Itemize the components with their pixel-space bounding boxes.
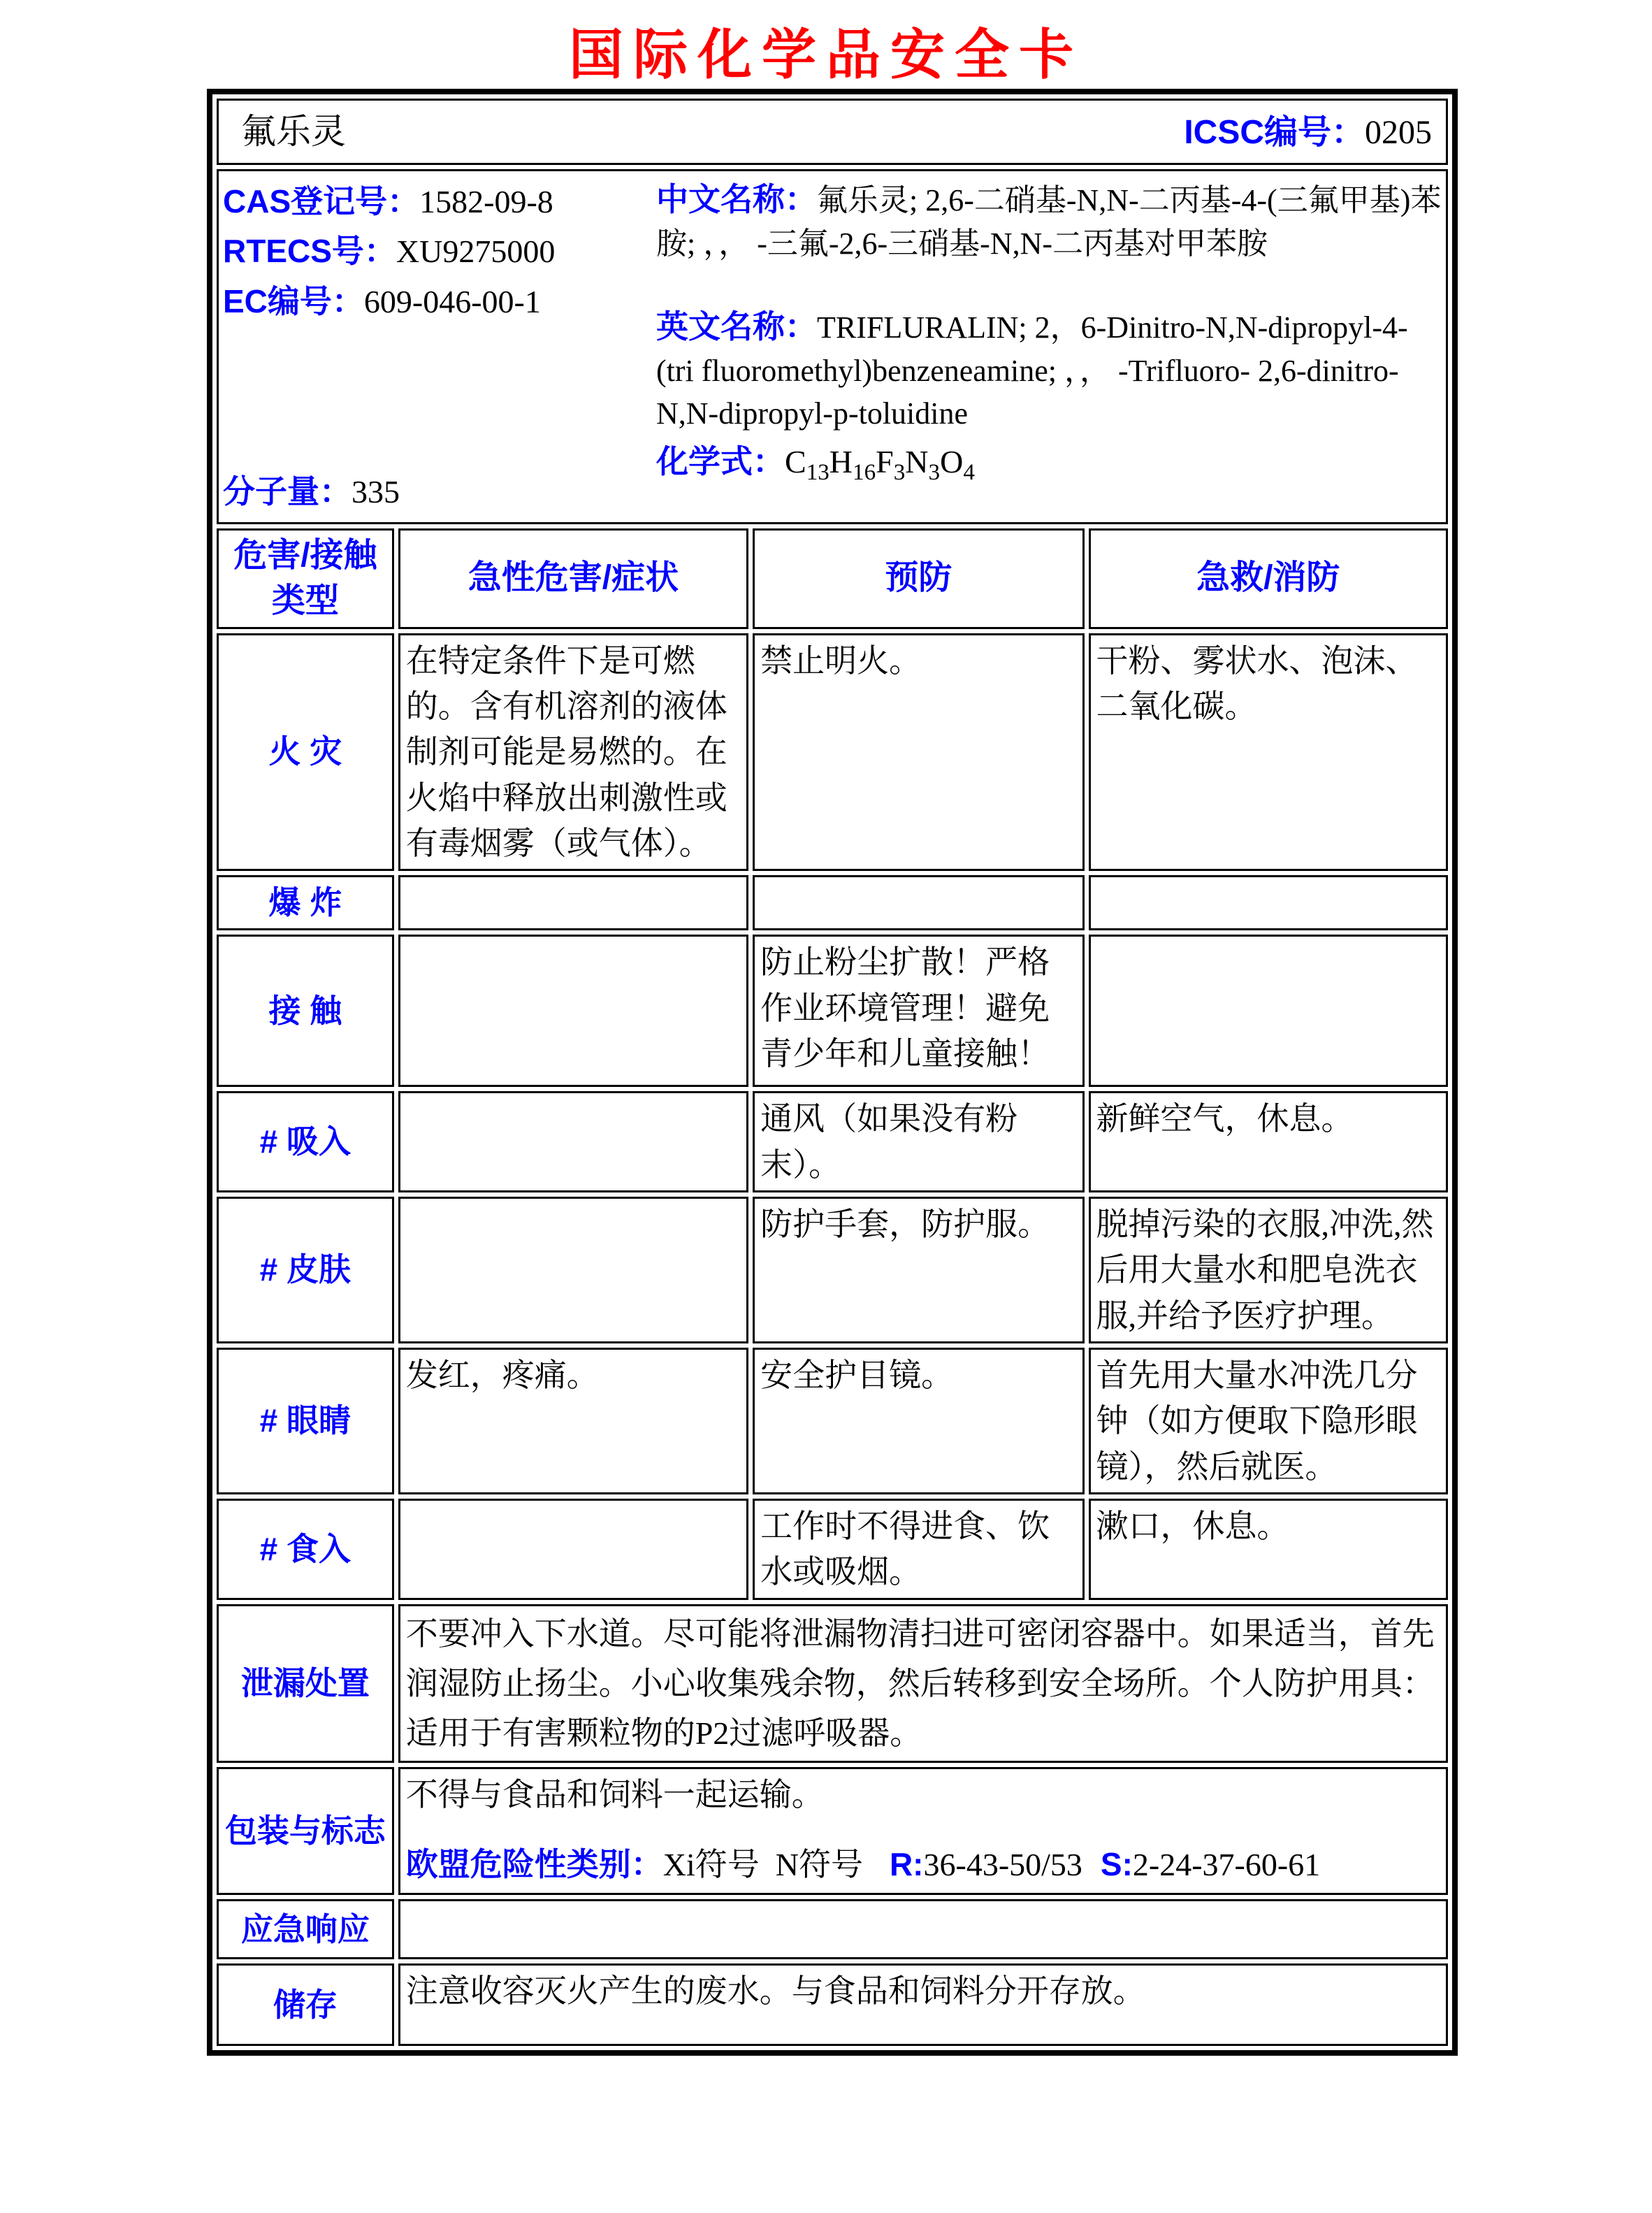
ingestion-prevention: 工作时不得进食、饮水或吸烟。 bbox=[753, 1499, 1084, 1600]
r-phrases-value: 36-43-50/53 bbox=[923, 1846, 1082, 1882]
chemical-formula-value: $C_{13}H_{16}F_3N_3O_4$ bbox=[785, 443, 975, 485]
molecular-weight-label: 分子量： bbox=[223, 473, 352, 510]
english-name-value: TRIFLURALIN; 2，6-Dinitro-N,N-dipropyl-4-(tri fluoromethyl)benzeneamine; ，， -Trifluoro- 2,6-dinitro-N,N-dipropyl-p-toluidine bbox=[656, 310, 1408, 431]
section-row-storage bbox=[217, 1963, 1448, 2046]
spill-content: 不要冲入下水道。尽可能将泄漏物清扫进可密闭容器中。如果适当，首先润湿防止扬尘。小心收集残余物，然后转移到安全场所。个人防护用具：适用于有害颗粒物的P2过滤呼吸器。 bbox=[398, 1604, 1448, 1764]
column-header-prevention: 预防 bbox=[753, 528, 1084, 629]
column-header-symptoms: 急性危害/症状 bbox=[398, 528, 748, 629]
hazard-row-explosion bbox=[217, 875, 1448, 930]
ec-number-line bbox=[223, 277, 656, 326]
molecular-weight-line bbox=[223, 467, 656, 517]
column-header-firstaid: 急救/消防 bbox=[1089, 528, 1448, 629]
hazard-row-ingestion bbox=[217, 1499, 1448, 1600]
chinese-name-line bbox=[656, 177, 1442, 265]
cas-value: 1582-09-8 bbox=[419, 184, 553, 219]
registry-numbers-block bbox=[223, 177, 656, 517]
section-label-spill: 泄漏处置 bbox=[217, 1604, 394, 1764]
storage-content: 注意收容灭火产生的废水。与食品和饲料分开存放。 bbox=[398, 1963, 1448, 2046]
emergency-content bbox=[398, 1899, 1448, 1959]
hazard-row-eyes bbox=[217, 1348, 1448, 1494]
fire-prevention: 禁止明火。 bbox=[753, 633, 1084, 872]
chemical-names-block bbox=[656, 177, 1442, 517]
chemical-formula-line bbox=[656, 439, 1442, 484]
ec-value: 609-046-00-1 bbox=[363, 283, 541, 319]
row-label-inhalation: # 吸入 bbox=[217, 1091, 394, 1192]
english-name-label: 英文名称： bbox=[656, 308, 817, 345]
explosion-firstaid bbox=[1089, 875, 1448, 930]
icsc-number-label: ICSC编号： bbox=[1184, 113, 1365, 151]
section-row-spill bbox=[217, 1604, 1448, 1764]
ingestion-firstaid: 漱口，休息。 bbox=[1089, 1499, 1448, 1600]
eyes-prevention: 安全护目镜。 bbox=[753, 1348, 1084, 1494]
icsc-number-value: 0205 bbox=[1365, 113, 1432, 151]
skin-prevention: 防护手套，防护服。 bbox=[753, 1197, 1084, 1343]
molecular-weight-value: 335 bbox=[352, 473, 400, 510]
row-label-ingestion: # 食入 bbox=[217, 1499, 394, 1600]
section-label-emergency: 应急响应 bbox=[217, 1899, 394, 1959]
icsc-card bbox=[207, 89, 1458, 2056]
hazard-row-skin bbox=[217, 1197, 1448, 1343]
column-header-hazard-type bbox=[217, 528, 394, 629]
section-row-packaging bbox=[217, 1767, 1448, 1895]
exposure-symptoms bbox=[398, 935, 748, 1087]
exposure-prevention: 防止粉尘扩散！严格作业环境管理！避免青少年和儿童接触！ bbox=[753, 935, 1084, 1087]
s-phrases-label: S: bbox=[1100, 1845, 1133, 1882]
section-label-packaging: 包装与标志 bbox=[217, 1767, 394, 1895]
column-header-hazard-type-line2: 类型 bbox=[271, 582, 339, 619]
fire-symptoms: 在特定条件下是可燃的。含有机溶剂的液体制剂可能是易燃的。在火焰中释放出刺激性或有毒烟雾（或气体）。 bbox=[398, 633, 748, 872]
cas-label: CAS登记号： bbox=[223, 183, 420, 219]
row-label-exposure: 接 触 bbox=[217, 935, 394, 1087]
column-header-hazard-type-line1: 危害/接触 bbox=[233, 537, 377, 574]
row-label-eyes: # 眼睛 bbox=[217, 1348, 394, 1494]
packaging-transport-note: 不得与食品和饲料一起运输。 bbox=[405, 1777, 824, 1813]
identification-cell bbox=[217, 169, 1448, 524]
icsc-number-group bbox=[1184, 109, 1432, 157]
hazard-row-inhalation bbox=[217, 1091, 1448, 1192]
inhalation-prevention: 通风（如果没有粉末）。 bbox=[753, 1091, 1084, 1192]
skin-firstaid: 脱掉污染的衣服,冲洗,然后用大量水和肥皂洗衣服,并给予医疗护理。 bbox=[1089, 1197, 1448, 1343]
card-header-cell bbox=[217, 99, 1448, 165]
eu-classification-line bbox=[406, 1842, 1440, 1887]
chinese-name-label: 中文名称： bbox=[656, 181, 817, 217]
row-label-skin: # 皮肤 bbox=[217, 1197, 394, 1343]
inhalation-symptoms bbox=[398, 1091, 748, 1192]
ec-label: EC编号： bbox=[223, 282, 364, 319]
exposure-firstaid bbox=[1089, 935, 1448, 1087]
ingestion-symptoms bbox=[398, 1499, 748, 1600]
eu-classification-label: 欧盟危险性类别： bbox=[405, 1845, 663, 1882]
section-label-storage: 储存 bbox=[217, 1963, 394, 2046]
row-label-fire: 火 灾 bbox=[217, 633, 394, 872]
inhalation-firstaid: 新鲜空气，休息。 bbox=[1089, 1091, 1448, 1192]
chinese-name-value: 氟乐灵; 2,6-二硝基-N,N-二丙基-4-(三氟甲基)苯胺; ，， -三氟-2,6-三硝基-N,N-二丙基对甲苯胺 bbox=[656, 183, 1442, 261]
page-title: 国际化学品安全卡 bbox=[568, 24, 1083, 85]
explosion-symptoms bbox=[398, 875, 748, 930]
chemical-formula-label: 化学式： bbox=[656, 442, 785, 480]
eyes-symptoms: 发红，疼痛。 bbox=[398, 1348, 748, 1494]
eu-symbols: Xi符号 N符号 bbox=[662, 1846, 863, 1882]
row-label-explosion: 爆 炸 bbox=[217, 875, 394, 930]
fire-firstaid: 干粉、雾状水、泡沫、二氧化碳。 bbox=[1089, 633, 1448, 872]
rtecs-number-line bbox=[223, 226, 656, 276]
skin-symptoms bbox=[398, 1197, 748, 1343]
substance-name: 氟乐灵 bbox=[241, 111, 346, 151]
eyes-firstaid: 首先用大量水冲洗几分钟（如方便取下隐形眼镜），然后就医。 bbox=[1089, 1348, 1448, 1494]
s-phrases-value: 2-24-37-60-61 bbox=[1132, 1846, 1321, 1882]
rtecs-value: XU9275000 bbox=[396, 233, 556, 270]
rtecs-label: RTECS号： bbox=[223, 233, 396, 270]
explosion-prevention bbox=[753, 875, 1084, 930]
section-row-emergency bbox=[217, 1899, 1448, 1959]
english-name-line bbox=[656, 304, 1442, 435]
hazard-row-exposure bbox=[217, 935, 1448, 1087]
hazard-row-fire bbox=[217, 633, 1448, 872]
r-phrases-label: R: bbox=[889, 1845, 924, 1882]
packaging-content bbox=[398, 1767, 1448, 1895]
cas-number-line bbox=[223, 177, 656, 226]
